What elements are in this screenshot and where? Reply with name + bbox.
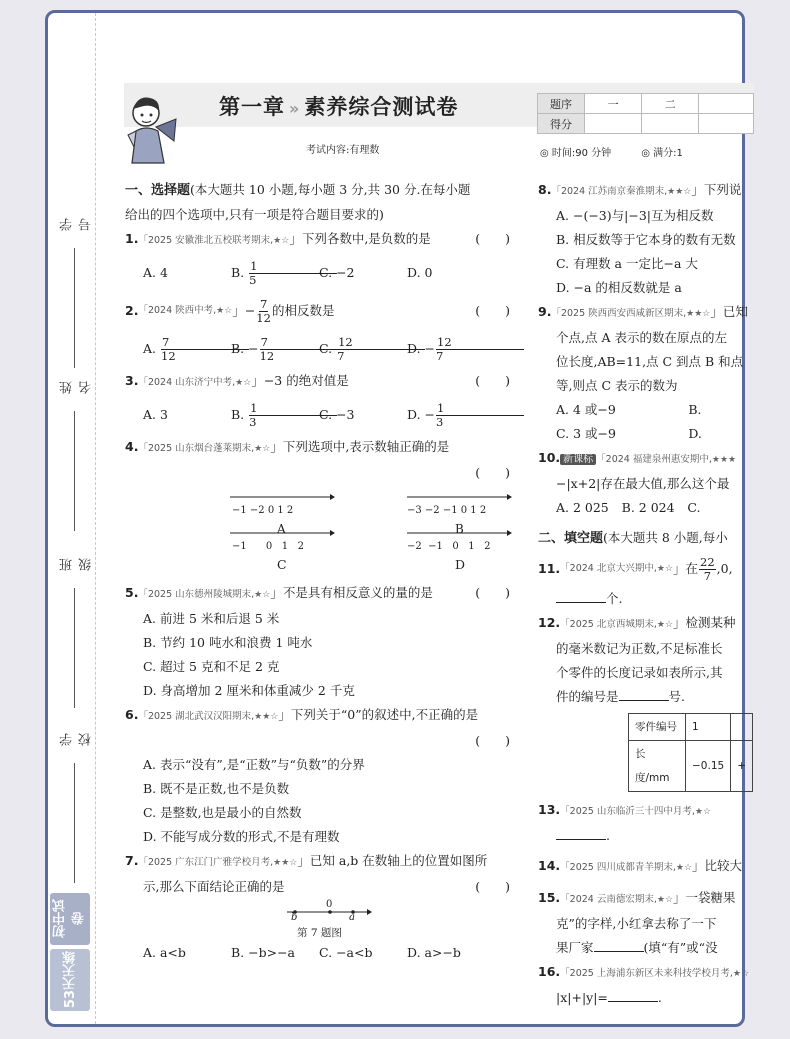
answer-paren[interactable]: ( ) (475, 879, 510, 894)
score-col-1: 一 (585, 94, 642, 114)
option-a-label[interactable]: A (277, 522, 286, 536)
section-1-desc: 给出的四个选项中,只有一项是符合题目要求的) (125, 207, 384, 222)
table-header: 零件编号 (629, 714, 686, 741)
question-6-paren-line (125, 729, 510, 753)
class-label: 班级 (60, 558, 94, 571)
option[interactable]: B. −b>−a (231, 945, 296, 960)
option-b-label[interactable]: B (455, 522, 464, 536)
question-15: 15.「2024 云南德宏期末,★☆」一袋糖果 (538, 890, 736, 905)
option[interactable]: D. a>−b (407, 945, 461, 960)
q7-caption: 第 7 题图 (297, 927, 342, 939)
option[interactable]: B. $\frac{1}{3}$ (231, 402, 319, 429)
answer-paren[interactable]: ( ) (475, 465, 510, 480)
exam-header (124, 83, 754, 161)
q15-line: 果厂家 (填“有”或“没 (556, 940, 718, 955)
score-col-3 (699, 94, 754, 114)
number-line-d-labels: −2 −1 0 1 2 (407, 541, 491, 552)
q9-options-2 (538, 422, 753, 446)
binding-gutter (48, 13, 96, 1024)
exam-scope: 考试内容:有理数 (306, 145, 380, 156)
question-11: 11. 「2024 北京大兴期中, ★☆ 」在 $\frac{22}{7}$ ,0, (538, 554, 733, 583)
option[interactable]: A. 表示“没有”,是“正数”与“负数”的分界 (143, 757, 365, 772)
part-length-table (628, 713, 753, 792)
question-4: 4.「2025 山东烟台蓬莱期末,★☆」下列选项中,表示数轴正确的是 (125, 439, 450, 454)
q16-line: |x|+|y|= . (556, 990, 662, 1005)
table-cell: 1 (686, 714, 731, 741)
q7-label-a: a (349, 912, 355, 923)
option[interactable]: D. 身高增加 2 厘米和体重减少 2 千克 (143, 683, 355, 698)
question-12: 12.「2025 北京西城期末,★☆」检测某种 (538, 615, 736, 630)
option[interactable]: A. 4 或−9 (556, 402, 616, 417)
question-13: 13.「2025 山东临沂三十四中月考,★☆ (538, 802, 712, 817)
answer-blank[interactable] (594, 938, 644, 952)
score-table (537, 93, 754, 134)
option[interactable]: A. −(−3)与|−3|互为相反数 (556, 208, 714, 223)
answer-blank[interactable] (608, 988, 658, 1002)
option[interactable]: C. (687, 500, 701, 515)
q3-options (125, 395, 510, 435)
score-col-2: 二 (642, 94, 699, 114)
option[interactable]: C. 是整数,也是最小的自然数 (143, 805, 302, 820)
option[interactable]: D. −a 的相反数就是 a (556, 280, 682, 295)
question-3: 3.「2024 山东济宁中考,★☆」−3 的绝对值是 ( ) (125, 369, 510, 395)
option[interactable]: A. a<b (143, 945, 186, 960)
answer-blank[interactable] (619, 687, 669, 701)
score-header: 得分 (538, 114, 585, 134)
question-7-line2: 示,那么下面结论正确的是 ( ) (125, 875, 510, 899)
option[interactable]: C. 超过 5 克和不足 2 克 (143, 659, 280, 674)
option-d-label[interactable]: D (455, 557, 466, 572)
exam-full-score: ◎ 满分:1 (641, 148, 683, 159)
mascot-illustration (124, 91, 184, 163)
option[interactable]: A. $\frac{7}{12}$ (143, 336, 231, 363)
section-2-heading: 二、填空题(本大题共 8 小题,每小 (538, 530, 728, 546)
exam-page (45, 10, 750, 1027)
q15-line: 克”的字样,小红拿去称了一下 (556, 916, 717, 931)
question-6: 6.「2025 湖北武汉汉阳期末,★★☆」下列关于“0”的叙述中,不正确的是 (125, 707, 479, 722)
question-1: 1.「2025 安徽淮北五校联考期末,★☆」下列各数中,是负数的是 ( ) (125, 227, 510, 253)
question-order-header: 题序 (538, 94, 585, 114)
option[interactable]: C. −a<b (319, 945, 373, 960)
option[interactable]: B. (688, 402, 702, 417)
school-line (74, 763, 75, 883)
q9-line: 位长度,AB=11,点 C 到点 B 和点 (556, 354, 744, 369)
q12-line: 个零件的长度记录如表所示,其 (556, 665, 723, 680)
answer-blank[interactable] (556, 826, 606, 840)
q9-options (538, 398, 753, 422)
answer-blank[interactable] (556, 589, 606, 603)
school-label: 学校 (60, 733, 94, 746)
answer-paren[interactable]: ( ) (475, 231, 510, 246)
q10-options (538, 496, 753, 520)
option[interactable]: C. 有理数 a 一定比−a 大 (556, 256, 698, 271)
q7-figure (125, 899, 510, 941)
table-cell: −0.15 (686, 741, 731, 792)
q11-line: 个. (538, 587, 753, 611)
class-line (74, 588, 75, 708)
logo-bottom: 53天天练 (50, 949, 90, 1011)
table-header: 长度/mm (629, 741, 686, 792)
number-line-c-labels: −1 0 1 2 (232, 541, 304, 552)
q10-line: −|x+2|存在最大值,那么这个最 (556, 476, 730, 491)
option[interactable]: A. 4 (143, 265, 168, 280)
question-8: 8.「2024 江苏南京秦淮期末,★★☆」下列说 (538, 182, 742, 197)
new-curriculum-badge: 新课标 (560, 454, 596, 465)
option[interactable]: A. 2 025 (556, 500, 609, 515)
answer-paren[interactable]: ( ) (475, 733, 510, 748)
number-line-a-labels: −1 −2 0 1 2 (232, 505, 294, 516)
option[interactable]: D. (688, 426, 702, 441)
question-14: 14.「2025 四川成都青羊期末,★☆」比较大 (538, 858, 743, 873)
q7-label-zero: 0 (326, 899, 333, 910)
question-4-paren-line (125, 461, 510, 485)
option[interactable]: B. 既不是正数,也不是负数 (143, 781, 290, 796)
option[interactable]: C. −3 (319, 407, 355, 422)
q9-line: 等,则点 C 表示的数为 (556, 378, 678, 393)
q4-number-lines (125, 485, 510, 559)
option[interactable]: D. − $\frac{12}{7}$ (407, 336, 495, 363)
option[interactable]: D. 0 (407, 265, 433, 280)
exam-time: ◎ 时间:90 分钟 (540, 148, 612, 159)
option[interactable]: B. $\frac{1}{5}$ (231, 260, 319, 287)
section-1-heading: 一、选择题(本大题共 10 小题,每小题 3 分,共 30 分.在每小题 (125, 182, 471, 198)
score-input-2[interactable] (642, 114, 699, 134)
q9-line: 个点,点 A 表示的数在原点的左 (556, 330, 727, 345)
option[interactable]: B. 节约 10 吨水和浪费 1 吨水 (143, 635, 313, 650)
option[interactable]: B. 2 024 (621, 500, 675, 515)
q7-label-b: b (291, 912, 298, 923)
student-id-label: 学号 (60, 218, 94, 231)
student-id-line (74, 248, 75, 368)
option-c-label[interactable]: C (277, 557, 287, 572)
answer-paren[interactable]: ( ) (475, 373, 510, 388)
option[interactable]: A. 3 (143, 407, 168, 422)
exam-title: 第一章 » 素养综合测试卷 (219, 95, 459, 119)
option[interactable]: C. −2 (319, 265, 355, 280)
right-column (538, 178, 753, 1010)
exam-info (540, 144, 713, 159)
option[interactable]: A. 前进 5 米和后退 5 米 (143, 611, 280, 626)
q2-options (125, 329, 510, 369)
option[interactable]: D. − $\frac{1}{3}$ (407, 402, 495, 429)
table-cell: + (731, 741, 753, 792)
option[interactable]: B. 相反数等于它本身的数有无数 (556, 232, 736, 247)
q12-line: 件的编号是 号. (556, 689, 685, 704)
number-line-b-labels: −3 −2 −1 0 1 2 (407, 505, 487, 516)
q4-bottom-labels (125, 559, 510, 581)
question-16: 16.「2025 上海浦东新区未来科技学校月考,★☆ (538, 964, 750, 979)
left-column (125, 178, 510, 965)
option[interactable]: B. − $\frac{7}{12}$ (231, 336, 319, 363)
option[interactable]: C. 3 或−9 (556, 426, 616, 441)
logo-top: 初中试卷 (50, 893, 90, 945)
answer-paren[interactable]: ( ) (475, 303, 510, 318)
option[interactable]: C. $\frac{12}{7}$ (319, 336, 407, 363)
question-2: 2. 「2024 陕西中考, ★☆ 」− $\frac{7}{12}$ 的相反数是 ( ) (125, 296, 510, 325)
score-input-3[interactable] (699, 114, 754, 134)
score-input-1[interactable] (585, 114, 642, 134)
q12-line: 的毫米数记为正数,不足标准长 (556, 641, 723, 656)
option[interactable]: D. 不能写成分数的形式,不是有理数 (143, 829, 340, 844)
question-7: 7.「2025 广东江门广雅学校月考,★★☆」已知 a,b 在数轴上的位置如图所 (125, 853, 488, 868)
q13-line: . (538, 824, 753, 848)
question-5: 5.「2025 山东德州陵城期末,★☆」不是具有相反意义的量的是 ( ) (125, 581, 510, 607)
q1-options (125, 253, 510, 293)
answer-paren[interactable]: ( ) (475, 585, 510, 600)
question-9: 9.「2025 陕西西安西咸新区期末,★★☆」已知 (538, 304, 748, 319)
name-label: 姓名 (60, 381, 94, 394)
name-line (74, 411, 75, 531)
question-10: 10. 新课标 「2024 福建泉州惠安期中,★★★ (538, 450, 737, 465)
